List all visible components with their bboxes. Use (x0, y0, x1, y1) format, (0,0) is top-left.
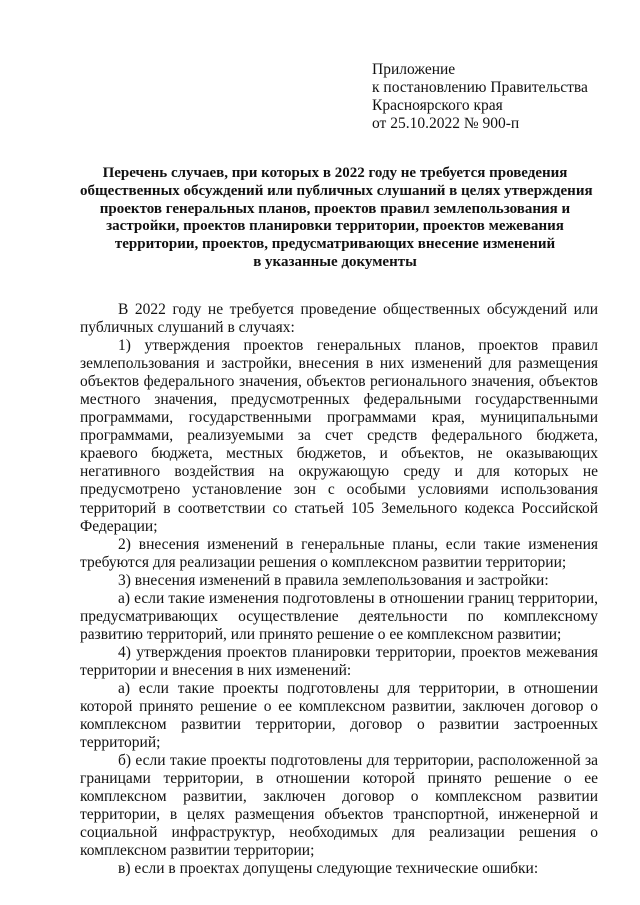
title-line: в указанные документы (253, 253, 417, 270)
item-4v-paragraph: в) если в проектах допущены следующие технические ошибки: (118, 860, 539, 878)
appendix-line: Приложение (372, 61, 456, 78)
item-3-paragraph: 3) внесения изменений в правила землепользования и застройки: (118, 571, 549, 589)
title-line: Перечень случаев, при которых в 2022 году не требуется проведения (102, 165, 568, 181)
title-line: застройки, проектов планировки территории, проектов межевания (106, 218, 564, 235)
item-1-paragraph: 1) утверждения проектов генеральных планов, проектов правил землепользования и застройки, внесения в них изменений для размещения объектов федерального значения, объектов регионального значения, объектов местного значения, предусмотренных федеральными государственными программами, государственными программами края, муниципальными программами, реализуемыми за счет средств федерального бюджета, краевого бюджета, местных бюджетов, и объектов, не оказывающих негативного воздействия на окружающую среду и для которых не предусмотрено установление зон с особыми условиями использования территорий в соответствии со статьей 105 Земельного кодекса Российской Федерации; (80, 337, 598, 535)
document-title (80, 165, 593, 272)
item-4a-paragraph: а) если такие проекты подготовлены для территории, в отношении которой принято решение о ее комплексном развитии, заключен договор о комплексном развитии территории, договор о развитии застроенных территорий; (80, 679, 598, 752)
appendix-header (372, 61, 588, 133)
item-4-paragraph: 4) утверждения проектов планировки территории, проектов межевания территории и внесения в них изменений: (80, 643, 598, 679)
intro-paragraph: В 2022 году не требуется проведение общественных обсуждений или публичных слушаний в случаях: (80, 301, 598, 337)
title-line: проектов генеральных планов, проектов правил землепользования и (99, 200, 571, 217)
item-4b-paragraph: б) если такие проекты подготовлены для территории, расположенной за границами территории, в отношении которой принято решение о ее комплексном развитии, заключен договор о комплексном развитии территории, в целях размещения объектов транспортной, инженерной и социальной инфраструктур, необходимых для реализации решения о комплексном развитии территории; (80, 752, 598, 860)
title-line: общественных обсуждений или публичных слушаний в целях утверждения (80, 182, 593, 199)
title-line: территории, проектов, предусматривающих внесение изменений (114, 236, 556, 253)
item-2-paragraph: 2) внесения изменений в генеральные планы, если такие изменения требуются для реализации решения о комплексном развитии территории; (80, 535, 598, 571)
item-3a-paragraph: а) если такие изменения подготовлены в отношении границ территории, предусматривающих осуществление деятельности по комплексному развитию территорий, или принято решение о ее комплексном развитии; (80, 589, 598, 643)
appendix-line: к постановлению Правительства (372, 79, 588, 96)
appendix-line: Красноярского края (372, 97, 503, 114)
appendix-date-line: от 25.10.2022 № 900-п (372, 115, 520, 132)
document-body (80, 301, 598, 879)
